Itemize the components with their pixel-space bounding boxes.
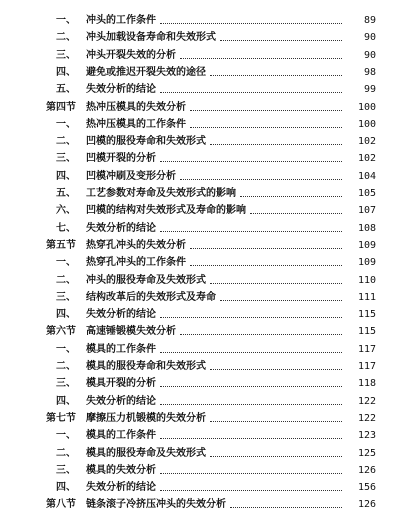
- entry-title: 冲头的服役寿命及失效形式: [86, 274, 206, 286]
- dot-leader: [160, 490, 342, 491]
- toc-item-row: [0, 481, 410, 495]
- entry-title: 冲头开裂失效的分析: [86, 49, 176, 61]
- page-number: 100: [357, 101, 376, 113]
- page-number: 115: [357, 309, 376, 321]
- dot-leader: [210, 421, 342, 422]
- entry-title: 失效分析的结论: [86, 309, 156, 321]
- item-number: 一、: [56, 118, 76, 130]
- section-number: 第五节: [46, 239, 76, 251]
- toc-item-row: [0, 222, 410, 236]
- page-number: 123: [357, 430, 376, 442]
- toc-item-row: [0, 83, 410, 97]
- entry-title: 凹模的结构对失效形式及寿命的影响: [86, 205, 246, 217]
- section-number: 第六节: [46, 326, 76, 338]
- dot-leader: [220, 300, 342, 301]
- dot-leader: [160, 473, 342, 474]
- dot-leader: [210, 283, 342, 284]
- item-number: 一、: [56, 343, 76, 355]
- item-number: 五、: [56, 188, 76, 199]
- dot-leader: [160, 161, 342, 162]
- toc-item-row: [0, 447, 410, 461]
- page-number: 156: [357, 482, 376, 494]
- entry-title: 模具开裂的分析: [86, 378, 156, 390]
- dot-leader: [160, 231, 342, 232]
- dot-leader: [210, 456, 342, 457]
- dot-leader: [160, 23, 342, 24]
- dot-leader: [220, 40, 342, 41]
- dot-leader: [160, 352, 342, 353]
- toc-item-row: [0, 343, 410, 357]
- page-number: 102: [357, 153, 376, 165]
- dot-leader: [190, 265, 342, 266]
- dot-leader: [180, 334, 342, 335]
- page-number: 90: [363, 49, 376, 61]
- toc-item-row: [0, 360, 410, 374]
- entry-title: 凹模的服役寿命和失效形式: [86, 136, 206, 148]
- section-number: 第七节: [46, 412, 76, 424]
- page-number: 108: [357, 222, 376, 234]
- item-number: 四、: [56, 309, 76, 321]
- toc-item-row: [0, 256, 410, 270]
- page-number: 117: [357, 343, 376, 355]
- page-number: 122: [357, 412, 376, 424]
- toc-item-row: [0, 274, 410, 288]
- page-number: 122: [357, 395, 376, 407]
- page-number: 90: [363, 32, 376, 44]
- entry-title: 冲头的工作条件: [86, 15, 156, 26]
- item-number: 一、: [56, 15, 76, 26]
- toc-item-row: [0, 308, 410, 322]
- toc-item-row: [0, 377, 410, 391]
- entry-title: 模具的工作条件: [86, 343, 156, 355]
- entry-title: 结构改革后的失效形式及寿命: [86, 291, 216, 303]
- dot-leader: [160, 92, 342, 93]
- item-number: 七、: [56, 222, 76, 234]
- page-number: 109: [357, 239, 376, 251]
- entry-title: 失效分析的结论: [86, 482, 156, 494]
- item-number: 三、: [56, 49, 76, 61]
- toc-section-row: [0, 101, 410, 115]
- dot-leader: [190, 127, 342, 128]
- page-number: 125: [357, 447, 376, 459]
- page-number: 98: [363, 66, 376, 78]
- item-number: 二、: [56, 274, 76, 286]
- item-number: 二、: [56, 32, 76, 44]
- dot-leader: [210, 369, 342, 370]
- entry-title: 热冲压模具的工作条件: [86, 118, 186, 130]
- entry-title: 凹模冲刷及变形分析: [86, 170, 176, 182]
- toc-item-row: [0, 135, 410, 149]
- toc-section-row: [0, 412, 410, 426]
- dot-leader: [160, 404, 342, 405]
- item-number: 三、: [56, 291, 76, 303]
- page-number: 115: [357, 326, 376, 338]
- dot-leader: [160, 317, 342, 318]
- toc-item-row: [0, 31, 410, 45]
- page-number: 126: [357, 499, 376, 511]
- item-number: 三、: [56, 464, 76, 476]
- dot-leader: [160, 386, 342, 387]
- entry-title: 高速锤锻模失效分析: [86, 326, 176, 338]
- item-number: 四、: [56, 395, 76, 407]
- toc-item-row: [0, 291, 410, 305]
- toc-item-row: [0, 395, 410, 409]
- toc-item-row: [0, 14, 410, 28]
- toc-item-row: [0, 66, 410, 80]
- dot-leader: [210, 75, 342, 76]
- toc-item-row: [0, 464, 410, 478]
- toc-item-row: [0, 152, 410, 166]
- toc-section-row: [0, 325, 410, 339]
- entry-title: 凹模开裂的分析: [86, 153, 156, 165]
- item-number: 五、: [56, 84, 76, 96]
- dot-leader: [160, 438, 342, 439]
- entry-title: 避免或推迟开裂失效的途径: [86, 66, 206, 78]
- page-number: 105: [357, 188, 376, 199]
- dot-leader: [210, 144, 342, 145]
- entry-title: 模具的服役寿命及失效形式: [86, 447, 206, 459]
- page-number: 100: [357, 118, 376, 130]
- item-number: 六、: [56, 205, 76, 217]
- toc-item-row: [0, 118, 410, 132]
- item-number: 二、: [56, 136, 76, 148]
- item-number: 一、: [56, 257, 76, 269]
- page-number: 99: [363, 84, 376, 96]
- toc-item-row: [0, 49, 410, 63]
- entry-title: 热穿孔冲头的失效分析: [86, 239, 186, 251]
- toc-item-row: [0, 187, 410, 201]
- entry-title: 失效分析的结论: [86, 222, 156, 234]
- entry-title: 模具的工作条件: [86, 430, 156, 442]
- toc-section-row: [0, 498, 410, 512]
- toc-item-row: [0, 204, 410, 218]
- dot-leader: [190, 110, 342, 111]
- entry-title: 热穿孔冲头的工作条件: [86, 257, 186, 269]
- dot-leader: [180, 58, 342, 59]
- entry-title: 模具的服役寿命和失效形式: [86, 361, 206, 372]
- entry-title: 失效分析的结论: [86, 395, 156, 407]
- item-number: 三、: [56, 153, 76, 165]
- item-number: 四、: [56, 66, 76, 78]
- item-number: 二、: [56, 447, 76, 459]
- entry-title: 热冲压模具的失效分析: [86, 101, 186, 113]
- page-number: 111: [357, 291, 376, 303]
- entry-title: 冲头加载设备寿命和失效形式: [86, 32, 216, 44]
- page-number: 118: [357, 378, 376, 390]
- entry-title: 工艺参数对寿命及失效形式的影响: [86, 188, 236, 199]
- entry-title: 模具的失效分析: [86, 464, 156, 476]
- entry-title: 摩擦压力机锻模的失效分析: [86, 412, 206, 424]
- toc-section-row: [0, 239, 410, 253]
- dot-leader: [180, 179, 342, 180]
- entry-title: 失效分析的结论: [86, 84, 156, 96]
- dot-leader: [190, 248, 342, 249]
- toc-item-row: [0, 429, 410, 443]
- page-number: 102: [357, 136, 376, 148]
- page-number: 89: [363, 15, 376, 26]
- page-number: 126: [357, 464, 376, 476]
- page-number: 117: [357, 361, 376, 372]
- toc-item-row: [0, 170, 410, 184]
- dot-leader: [250, 213, 342, 214]
- entry-title: 链条滚子冷挤压冲头的失效分析: [86, 499, 226, 511]
- page-number: 104: [357, 170, 376, 182]
- section-number: 第八节: [46, 499, 76, 511]
- item-number: 四、: [56, 482, 76, 494]
- item-number: 二、: [56, 361, 76, 372]
- item-number: 三、: [56, 378, 76, 390]
- item-number: 一、: [56, 430, 76, 442]
- dot-leader: [240, 196, 342, 197]
- page-number: 107: [357, 205, 376, 217]
- page-number: 109: [357, 257, 376, 269]
- section-number: 第四节: [46, 101, 76, 113]
- page-number: 110: [357, 274, 376, 286]
- item-number: 四、: [56, 170, 76, 182]
